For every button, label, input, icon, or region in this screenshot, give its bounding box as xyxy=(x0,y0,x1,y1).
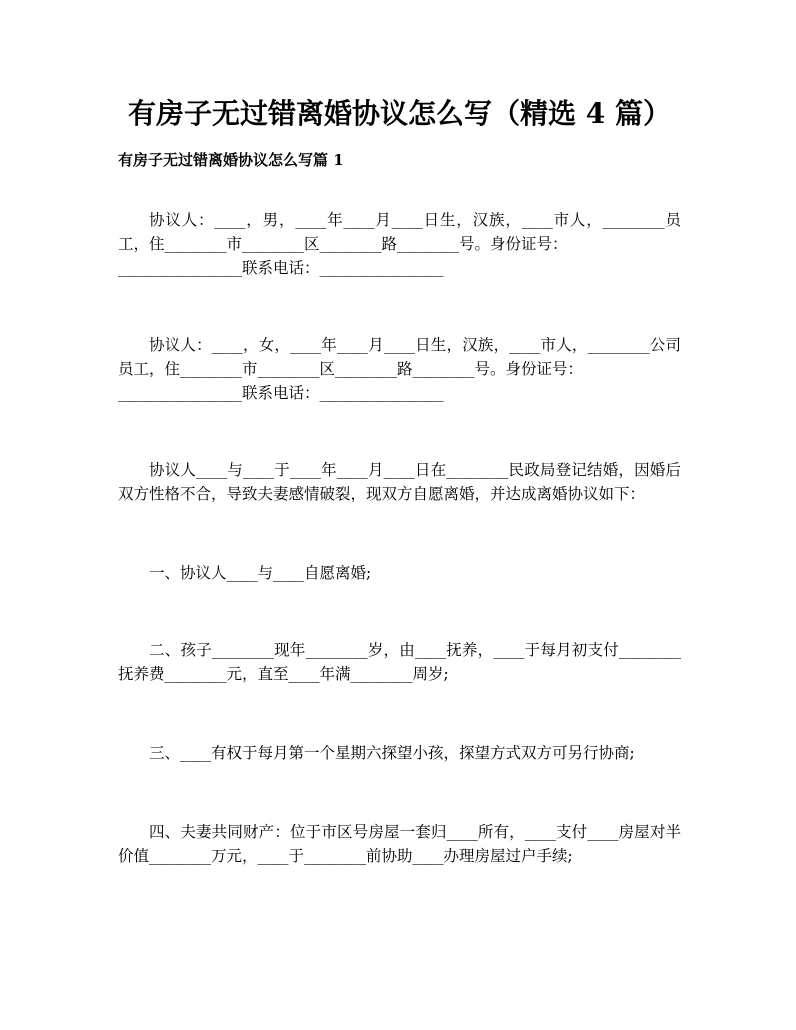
paragraph-line: 价值________万元，____于________前协助____办理房屋过户手续; xyxy=(118,847,573,865)
paragraph-line: ________________联系电话：________________ xyxy=(118,384,444,402)
paragraph-party-male xyxy=(118,208,681,280)
paragraph-line: 员工，住________市________区________路________号。身份证号： xyxy=(118,360,584,378)
paragraph-line: 双方性格不合，导致夫妻感情破裂，现双方自愿离婚，并达成离婚协议如下： xyxy=(118,485,646,503)
paragraph-line: 协议人____与____于____年____月____日在________民政局登记结婚，因婚后 xyxy=(149,461,681,479)
section-heading: 有房子无过错离婚协议怎么写篇 1 xyxy=(118,151,344,169)
paragraph-line: 一、协议人____与____自愿离婚; xyxy=(149,564,372,582)
document-page xyxy=(118,0,681,868)
paragraph-party-female xyxy=(118,333,681,405)
clause-child-custody xyxy=(118,638,681,686)
paragraph-marriage-statement xyxy=(118,458,681,506)
paragraph-line: 抚养费________元，直至____年满________周岁; xyxy=(118,665,449,683)
paragraph-line: 四、夫妻共同财产：位于市区号房屋一套归____所有，____支付____房屋对半 xyxy=(149,823,681,841)
document-title: 有房子无过错离婚协议怎么写（精选 4 篇） xyxy=(128,97,671,130)
clause-property xyxy=(118,820,681,868)
paragraph-line: 三、____有权于每月第一个星期六探望小孩，探望方式双方可另行协商; xyxy=(149,744,635,762)
clause-divorce xyxy=(118,561,681,585)
paragraph-line: 协议人：____，男，____年____月____日生，汉族，____市人，________员 xyxy=(149,211,681,229)
paragraph-line: ________________联系电话：________________ xyxy=(118,259,444,277)
paragraph-line: 工，住________市________区________路________号。身份证号： xyxy=(118,235,568,253)
paragraph-line: 协议人：____，女，____年____月____日生，汉族，____市人，________公司 xyxy=(149,336,681,354)
clause-visitation xyxy=(118,741,681,765)
paragraph-line: 二、孩子________现年________岁，由____抚养，____于每月初支付________ xyxy=(149,641,681,659)
